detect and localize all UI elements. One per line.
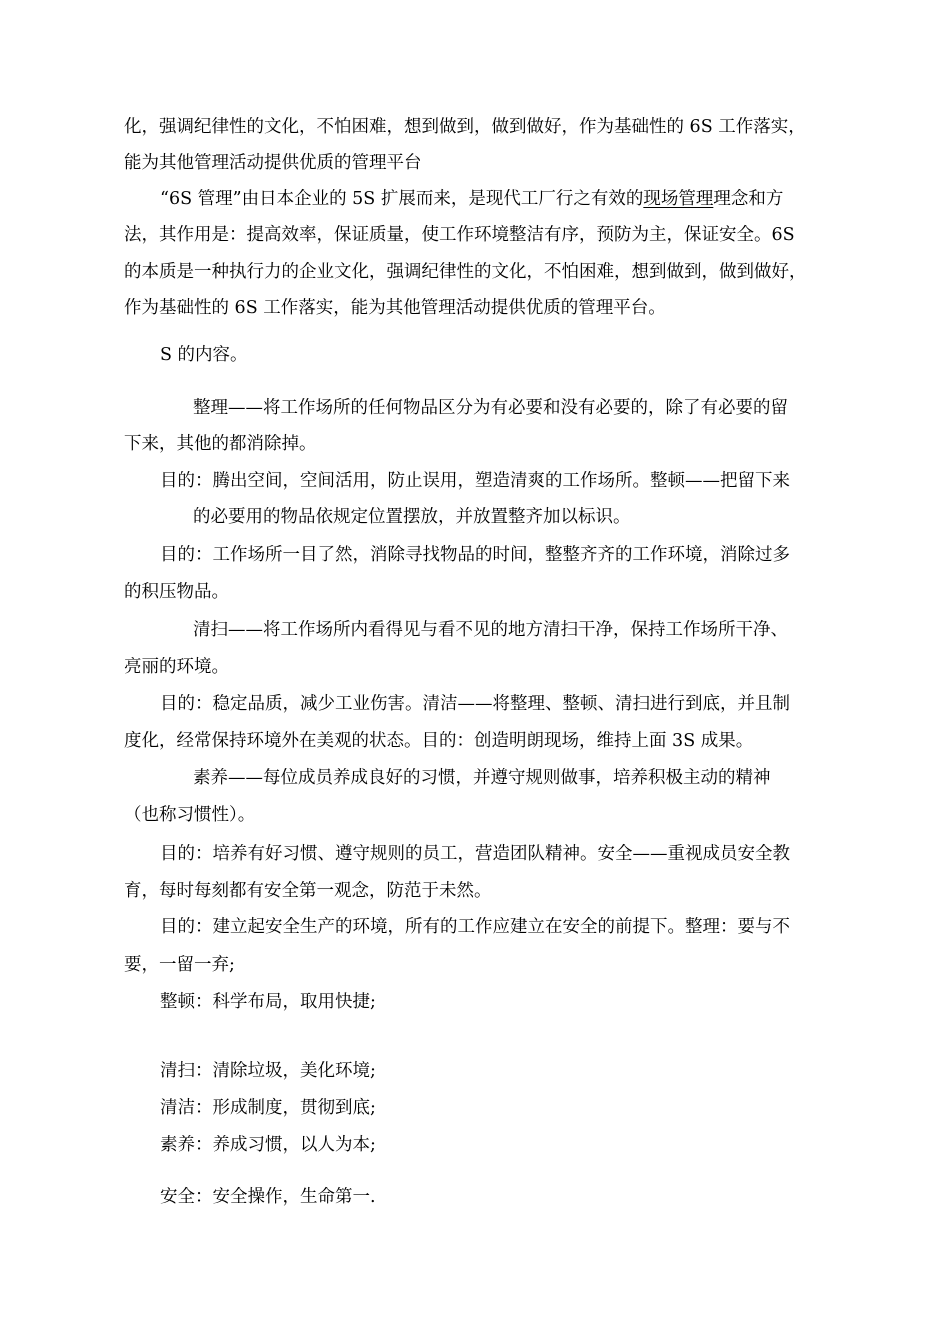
linked-term[interactable]: 现场管理 [643,189,714,209]
list-item: 素养：养成习惯，以人为本; [160,1135,376,1155]
body-text-line: 清扫——将工作场所内看得见与看不见的地方清扫干净，保持工作场所干净、 [193,620,788,640]
body-text-line: 的积压物品。 [124,582,229,602]
body-text-line: 能为其他管理活动提供优质的管理平台 [124,153,422,173]
list-item: 清洁：形成制度，贯彻到底; [160,1098,376,1118]
body-text-line: 化，强调纪律性的文化，不怕困难，想到做到，做到做好，作为基础性的 6S 工作落实， [124,117,806,137]
body-text-line: 目的：稳定品质，减少工业伤害。清洁——将整理、整顿、清扫进行到底，并且制 [160,694,790,714]
body-text-line: 目的：腾出空间，空间活用，防止误用，塑造清爽的工作场所。整顿——把留下来 [160,471,790,491]
body-text-line: 下来，其他的都消除掉。 [124,434,317,454]
body-text-line: （也称习惯性）。 [124,805,256,825]
body-text-line: 素养——每位成员养成良好的习惯，并遵守规则做事，培养积极主动的精神 [193,768,771,788]
body-text-line: 目的：建立起安全生产的环境，所有的工作应建立在安全的前提下。整理：要与不 [160,917,790,937]
section-heading: S 的内容。 [160,345,248,365]
body-text-line: 作为基础性的 6S 工作落实，能为其他管理活动提供优质的管理平台。 [124,298,666,318]
text-span: 理念和方 [713,189,784,209]
body-text-line: 育，每时每刻都有安全第一观念，防范于未然。 [124,881,492,901]
list-item: 清扫：清除垃圾，美化环境; [160,1061,376,1081]
body-text-line: 的必要用的物品依规定位置摆放，并放置整齐加以标识。 [193,507,631,527]
body-text-line: 亮丽的环境。 [124,657,229,677]
body-text-line: 目的：培养有好习惯、遵守规则的员工，营造团队精神。安全——重视成员安全教 [160,844,790,864]
body-text-line [160,187,783,211]
list-item: 安全：安全操作，生命第一. [160,1187,376,1207]
body-text-line: 要，一留一弃; [124,955,235,975]
body-text-line: 法，其作用是：提高效率，保证质量，使工作环境整洁有序，预防为主，保证安全。6S [124,225,795,245]
text-span: “6S 管理”由日本企业的 5S 扩展而来，是现代工厂行之有效的 [160,189,644,209]
body-text-line: 度化，经常保持环境外在美观的状态。目的：创造明朗现场，维持上面 3S 成果。 [124,731,754,751]
body-text-line: 目的：工作场所一目了然，消除寻找物品的时间，整整齐齐的工作环境，消除过多 [160,545,790,565]
list-item: 整顿：科学布局，取用快捷; [160,992,376,1012]
body-text-line: 整理——将工作场所的任何物品区分为有必要和没有必要的，除了有必要的留 [193,398,788,418]
body-text-line: 的本质是一种执行力的企业文化，强调纪律性的文化，不怕困难，想到做到，做到做好， [124,262,807,282]
